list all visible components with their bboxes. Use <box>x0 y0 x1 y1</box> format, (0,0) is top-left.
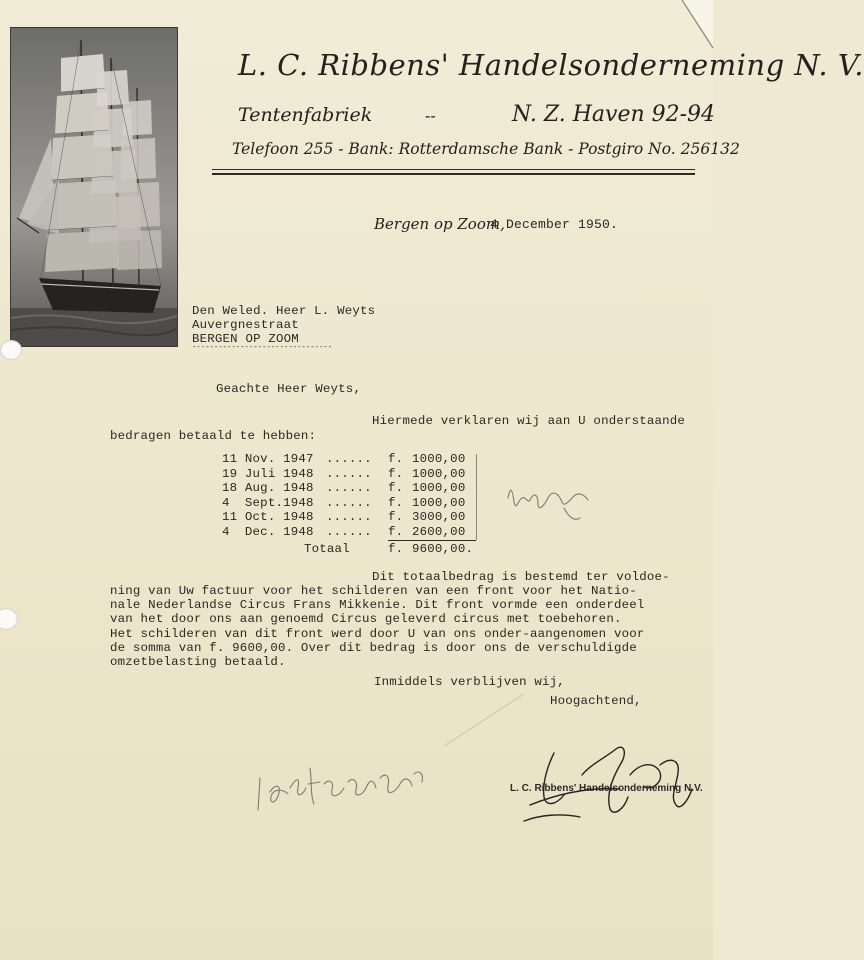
closing-line-1: Inmiddels verblijven wij, <box>374 675 565 689</box>
signature <box>520 735 700 825</box>
body-line-4: van het door ons aan genoemd Circus geleverd circus met toebehoren. <box>110 612 622 626</box>
payment-dots: ...... <box>326 481 372 495</box>
intro-line-2: bedragen betaald te hebben: <box>110 429 317 443</box>
ship-photo <box>10 27 178 347</box>
payment-currency: f. <box>388 495 404 510</box>
payment-currency: f. <box>388 481 404 495</box>
folded-corner <box>682 0 713 48</box>
payment-date: 11 Oct. 1948 <box>222 510 314 524</box>
company-stamp: L. C. Ribbens' Handelsonderneming N.V. <box>510 783 703 794</box>
body-line-7: omzetbelasting betaald. <box>110 655 286 669</box>
payment-currency: f. <box>388 524 404 539</box>
letterhead-rule-2 <box>212 173 695 175</box>
payment-date: 18 Aug. 1948 <box>222 481 314 495</box>
punch-hole-top <box>0 340 22 360</box>
letterhead-contact: Telefoon 255 - Bank: Rotterdamsche Bank - Postgiro No. 256132 <box>232 140 740 158</box>
address-underline: -------------------------------- <box>192 344 333 352</box>
payment-amount: 3000,00 <box>412 510 466 524</box>
address-line-2: Auvergnestraat <box>192 318 299 332</box>
closing-line-2: Hoogachtend, <box>550 694 642 708</box>
payment-currency: f. <box>388 452 404 466</box>
bottom-pencil-note <box>254 748 429 818</box>
company-name: L. C. Ribbens' Handelsonderneming N. V. <box>238 48 864 82</box>
payment-dots: ...... <box>326 495 372 510</box>
payment-dots: ...... <box>326 466 372 481</box>
date-place: Bergen op Zoom, <box>374 215 505 233</box>
payment-dots: ...... <box>326 452 372 466</box>
payment-date: 4 Sept.1948 <box>222 495 314 510</box>
payment-currency: f. <box>388 510 404 524</box>
salutation: Geachte Heer Weyts, <box>216 382 362 396</box>
body-line-5: Het schilderen van dit front werd door U van ons onder-aangenomen voor <box>110 627 645 641</box>
letterhead-rule-1 <box>212 169 695 170</box>
payment-dots: ...... <box>326 510 372 524</box>
payment-amount: 1000,00 <box>412 452 466 466</box>
letterhead-tentenfabriek: Tentenfabriek <box>238 104 373 126</box>
total-amount: 9600,00. <box>412 542 474 556</box>
date-text: 4 December 1950. <box>490 217 619 232</box>
total-label: Totaal <box>304 542 350 556</box>
amount-column-line <box>476 454 477 540</box>
body-line-6: de somma van f. 9600,00. Over dit bedrag is door ons de verschuldigde <box>110 641 637 655</box>
body-line-1: Dit totaalbedrag is bestemd ter voldoe- <box>372 570 670 584</box>
body-line-2: ning van Uw factuur voor het schilderen van een front voor het Natio- <box>110 584 637 598</box>
address-line-3: BERGEN OP ZOOM <box>192 332 299 346</box>
faint-pencil-marks <box>440 690 530 750</box>
total-currency: f. <box>388 542 404 556</box>
payment-amount: 1000,00 <box>412 495 466 510</box>
letterhead-separator: -- <box>425 106 436 125</box>
payment-date: 19 Juli 1948 <box>222 466 314 481</box>
payment-date: 11 Nov. 1947 <box>222 452 314 466</box>
payment-amount: 1000,00 <box>412 481 466 495</box>
margin-pencil-note <box>504 478 594 524</box>
payment-amount: 2600,00 <box>412 524 466 539</box>
letterhead-address: N. Z. Haven 92-94 <box>512 102 716 127</box>
punch-hole-bottom <box>0 608 18 630</box>
address-line-1: Den Weled. Heer L. Weyts <box>192 304 376 318</box>
payment-amount: 1000,00 <box>412 466 466 481</box>
payment-dots: ...... <box>326 524 372 539</box>
payment-currency: f. <box>388 466 404 481</box>
sum-rule <box>388 540 476 541</box>
payment-date: 4 Dec. 1948 <box>222 524 314 539</box>
body-line-3: nale Nederlandse Circus Frans Mikkenie. Dit front vormde een onderdeel <box>110 598 645 612</box>
intro-line-1: Hiermede verklaren wij aan U onderstaande <box>372 414 686 428</box>
